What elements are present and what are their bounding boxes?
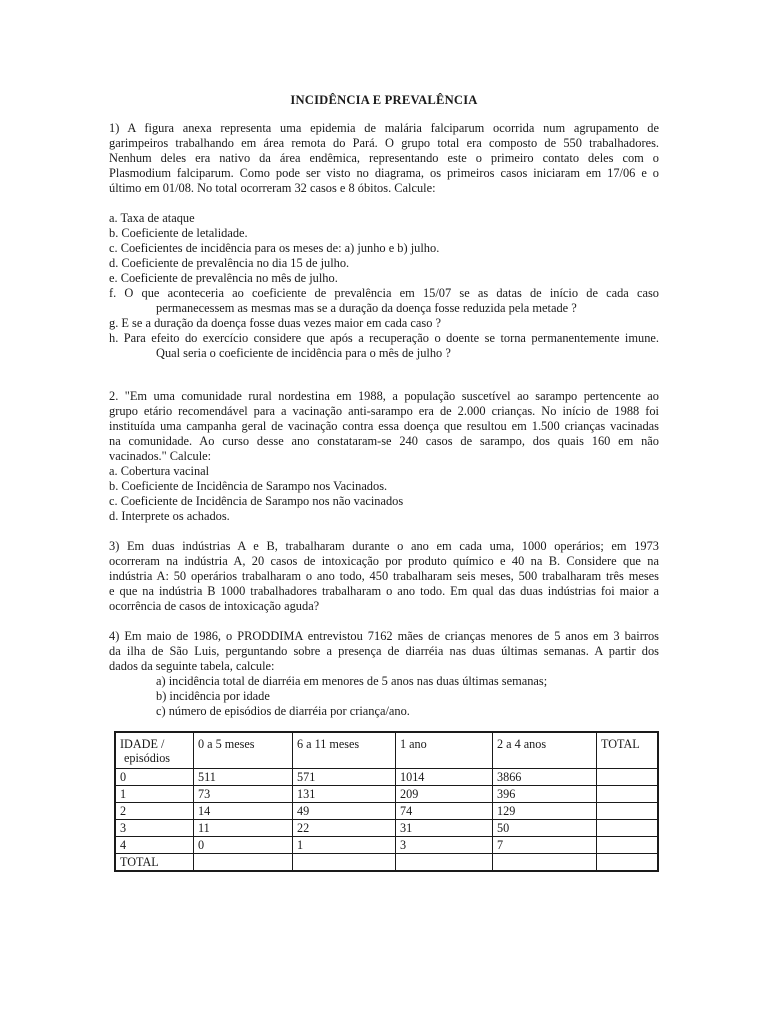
text-line: Plasmodium falciparum. Como pode ser visto no diagrama, os primeiros casos iniciaram em 17/06 e o bbox=[109, 166, 659, 180]
table-cell bbox=[293, 854, 396, 872]
list-item: e. Coeficiente de prevalência no mês de julho. bbox=[109, 271, 338, 285]
table-cell: 49 bbox=[293, 803, 396, 820]
list-item: a. Taxa de ataque bbox=[109, 211, 195, 225]
table-total-row bbox=[115, 854, 658, 872]
list-item: a. Cobertura vacinal bbox=[109, 464, 210, 478]
table-header-cell: TOTAL bbox=[597, 732, 659, 769]
table-cell: 74 bbox=[396, 803, 493, 820]
table-cell bbox=[597, 837, 659, 854]
table-cell: 1 bbox=[293, 837, 396, 854]
table-cell: 31 bbox=[396, 820, 493, 837]
text-line: Nenhum deles era nativo da área endêmica, representando este o primeiro contato deles com o bbox=[109, 151, 659, 165]
question-2-statement bbox=[109, 389, 659, 524]
table-header-row bbox=[115, 732, 658, 769]
table-cell: 11 bbox=[194, 820, 293, 837]
list-item: d. Coeficiente de prevalência no dia 15 de julho. bbox=[109, 256, 350, 270]
table-cell bbox=[396, 854, 493, 872]
table-cell bbox=[194, 854, 293, 872]
table-header-cell bbox=[115, 732, 194, 769]
text-line: vacinados." Calcule: bbox=[109, 449, 212, 463]
table-cell: 3866 bbox=[493, 769, 597, 786]
list-item: b. Coeficiente de Incidência de Sarampo nos Vacinados. bbox=[109, 479, 388, 493]
text-line: ocorreram na indústria A, 20 casos de intoxicação por produto químico e 40 na B. Considere que na bbox=[109, 554, 659, 568]
text-line: grupo etário recomendável para a vacinação anti-sarampo era de 2.000 crianças. No início de 1988 foi bbox=[109, 404, 659, 418]
list-item: f. O que aconteceria ao coeficiente de prevalência em 15/07 se as datas de início de cada caso bbox=[109, 286, 659, 300]
table-cell: 511 bbox=[194, 769, 293, 786]
header-label: episódios bbox=[124, 751, 171, 765]
text-line: da ilha de São Luis, perguntando sobre a presença de diarréia nas duas últimas semanas. A partir dos bbox=[109, 644, 659, 658]
table-cell: 3 bbox=[115, 820, 194, 837]
table-cell bbox=[597, 803, 659, 820]
text-line: 1) A figura anexa representa uma epidemia de malária falciparum ocorrida num agrupamento de bbox=[109, 121, 659, 135]
table-cell: 1 bbox=[115, 786, 194, 803]
table-header-cell: 6 a 11 meses bbox=[293, 732, 396, 769]
table-cell: 571 bbox=[293, 769, 396, 786]
text-line: na comunidade. Ao curso desse ano constataram-se 240 casos de sarampo, dos quais 160 em não bbox=[109, 434, 659, 448]
list-item-continuation: permanecessem as mesmas mas se a duração da doença fosse reduzida pela metade ? bbox=[156, 301, 577, 315]
episodes-table bbox=[114, 731, 659, 872]
text-line: ocorrência de casos de intoxicação aguda? bbox=[109, 599, 320, 613]
text-line: último em 01/08. No total ocorreram 32 casos e 8 óbitos. Calcule: bbox=[109, 181, 436, 195]
list-item-continuation: Qual seria o coeficiente de incidência para o mês de julho ? bbox=[156, 346, 451, 360]
table-cell: 14 bbox=[194, 803, 293, 820]
text-line: 2. "Em uma comunidade rural nordestina em 1988, a população suscetível ao sarampo pertencente ao bbox=[109, 389, 659, 403]
table-cell bbox=[597, 854, 659, 872]
table-header-cell: 1 ano bbox=[396, 732, 493, 769]
table-cell: 50 bbox=[493, 820, 597, 837]
header-label: IDADE / bbox=[120, 737, 165, 751]
list-item: c. Coeficiente de Incidência de Sarampo nos não vacinados bbox=[109, 494, 404, 508]
table-header-cell: 0 a 5 meses bbox=[194, 732, 293, 769]
table-cell: 2 bbox=[115, 803, 194, 820]
list-item: g. E se a duração da doença fosse duas vezes maior em cada caso ? bbox=[109, 316, 441, 330]
table-cell: TOTAL bbox=[115, 854, 194, 872]
text-line: instituída uma campanha geral de vacinação contra essa doença que resultou em 1.500 crianças vacinadas bbox=[109, 419, 659, 433]
table-cell: 129 bbox=[493, 803, 597, 820]
table-header-cell: 2 a 4 anos bbox=[493, 732, 597, 769]
list-item: b. Coeficiente de letalidade. bbox=[109, 226, 248, 240]
table-cell: 131 bbox=[293, 786, 396, 803]
table-cell bbox=[597, 786, 659, 803]
question-1-statement bbox=[109, 121, 659, 196]
list-item: a) incidência total de diarréia em menores de 5 anos nas duas últimas semanas; bbox=[156, 674, 548, 688]
table-cell: 73 bbox=[194, 786, 293, 803]
table-cell: 0 bbox=[194, 837, 293, 854]
text-line: e que na indústria B 1000 trabalhadores trabalharam o ano todo. Em qual das duas indústrias foi maior a bbox=[109, 584, 659, 598]
list-item: b) incidência por idade bbox=[156, 689, 270, 703]
question-1-items bbox=[109, 211, 659, 361]
table-row bbox=[115, 769, 658, 786]
list-item: c) número de episódios de diarréia por criança/ano. bbox=[156, 704, 410, 718]
table-row bbox=[115, 803, 658, 820]
text-line: dados da seguinte tabela, calcule: bbox=[109, 659, 275, 673]
list-item: c. Coeficientes de incidência para os meses de: a) junho e b) julho. bbox=[109, 241, 440, 255]
table-cell bbox=[597, 769, 659, 786]
table-cell: 4 bbox=[115, 837, 194, 854]
text-line: garimpeiros trabalhando em área remota do Pará. O grupo total era composto de 550 trabalhadores. bbox=[109, 136, 659, 150]
table-cell: 0 bbox=[115, 769, 194, 786]
table-row bbox=[115, 837, 658, 854]
table-cell: 7 bbox=[493, 837, 597, 854]
table-cell bbox=[597, 820, 659, 837]
table-cell: 396 bbox=[493, 786, 597, 803]
list-item: h. Para efeito do exercício considere que após a recuperação o doente se torna permanentemente imune. bbox=[109, 331, 659, 345]
text-line: indústria A: 50 operários trabalharam o ano todo, 450 trabalharam seis meses, 500 trabalharam três meses bbox=[109, 569, 659, 583]
table-cell: 1014 bbox=[396, 769, 493, 786]
table-cell: 3 bbox=[396, 837, 493, 854]
table-cell: 22 bbox=[293, 820, 396, 837]
question-3-statement bbox=[109, 539, 659, 614]
table-cell: 209 bbox=[396, 786, 493, 803]
list-item: d. Interprete os achados. bbox=[109, 509, 230, 523]
page-title: INCIDÊNCIA E PREVALÊNCIA bbox=[290, 93, 478, 107]
question-4-statement bbox=[109, 629, 659, 719]
text-line: 4) Em maio de 1986, o PRODDIMA entrevistou 7162 mães de crianças menores de 5 anos em 3 bairros bbox=[109, 629, 659, 643]
text-line: 3) Em duas indústrias A e B, trabalharam durante o ano em cada uma, 1000 operários; em 1973 bbox=[109, 539, 659, 553]
table-cell bbox=[493, 854, 597, 872]
table-row bbox=[115, 820, 658, 837]
table-row bbox=[115, 786, 658, 803]
